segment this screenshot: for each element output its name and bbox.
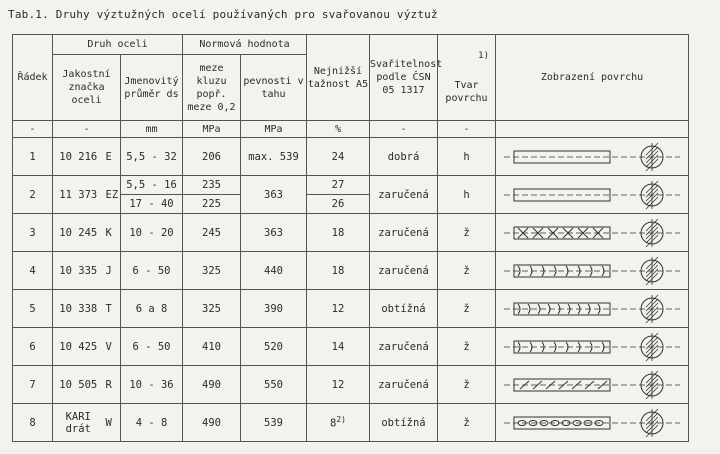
table-title: Tab.1. Druhy výztužných ocelí používaných pro svařovanou výztuž bbox=[8, 8, 438, 21]
yield-1: 235 bbox=[202, 179, 221, 191]
bar-drawing bbox=[496, 176, 689, 214]
diameter bbox=[121, 176, 183, 214]
elongation-1: 27 bbox=[331, 179, 345, 191]
weldability: obtížná bbox=[370, 290, 438, 328]
grade-letter: K bbox=[104, 214, 121, 252]
tensile-strength: 363 bbox=[241, 176, 307, 214]
grade-code: KARI drát bbox=[53, 404, 104, 442]
tensile-strength: 440 bbox=[241, 252, 307, 290]
weldability: dobrá bbox=[370, 138, 438, 176]
yield-strength: 325 bbox=[183, 252, 241, 290]
tensile-strength: 539 bbox=[241, 404, 307, 442]
diameter: 10 - 36 bbox=[121, 366, 183, 404]
diameter: 6 a 8 bbox=[121, 290, 183, 328]
unit-row: - bbox=[13, 121, 53, 138]
yield-strength: 410 bbox=[183, 328, 241, 366]
diameter-range-2: 17 - 40 bbox=[121, 194, 182, 213]
rebar-illustration bbox=[502, 332, 682, 362]
yield-strength bbox=[183, 176, 241, 214]
unit-grade: - bbox=[53, 121, 121, 138]
surface-shape: ž bbox=[438, 366, 496, 404]
grade-letter: V bbox=[104, 328, 121, 366]
bar-drawing bbox=[496, 214, 689, 252]
table-row bbox=[13, 252, 689, 290]
surface-shape: ž bbox=[438, 290, 496, 328]
grade-code: 10 338 bbox=[53, 290, 104, 328]
surface-shape: ž bbox=[438, 404, 496, 442]
grade-letter: J bbox=[104, 252, 121, 290]
header-surface-shape bbox=[438, 35, 496, 121]
grade-letter: E bbox=[104, 138, 121, 176]
yield-2: 225 bbox=[183, 194, 240, 213]
header-surface-drawing: Zobrazení povrchu bbox=[496, 35, 689, 121]
bar-drawing bbox=[496, 290, 689, 328]
grade-code: 10 216 bbox=[53, 138, 104, 176]
elongation: 14 bbox=[307, 328, 370, 366]
table-row bbox=[13, 366, 689, 404]
grade-code: 11 373 bbox=[53, 176, 104, 214]
rebar-illustration bbox=[502, 408, 682, 438]
elongation-note: 2) bbox=[336, 415, 346, 425]
surface-shape: ž bbox=[438, 252, 496, 290]
row-number: 2 bbox=[13, 176, 53, 214]
yield-strength: 490 bbox=[183, 366, 241, 404]
table-row bbox=[13, 290, 689, 328]
weldability: zaručená bbox=[370, 214, 438, 252]
row-number: 7 bbox=[13, 366, 53, 404]
weldability: zaručená bbox=[370, 328, 438, 366]
row-number: 1 bbox=[13, 138, 53, 176]
rebar-illustration bbox=[502, 218, 682, 248]
tensile-strength: 390 bbox=[241, 290, 307, 328]
header-tensile: pevnosti v tahu bbox=[241, 55, 307, 121]
header-elongation: Nejnižší tažnost A5 bbox=[307, 35, 370, 121]
surface-shape-note: 1) bbox=[478, 51, 489, 61]
rebar-illustration bbox=[502, 256, 682, 286]
bar-drawing bbox=[496, 328, 689, 366]
elongation bbox=[307, 176, 370, 214]
diameter: 5,5 - 32 bbox=[121, 138, 183, 176]
grade-letter: W bbox=[104, 404, 121, 442]
tensile-strength: max. 539 bbox=[241, 138, 307, 176]
header-steel-kind: Druh oceli bbox=[53, 35, 183, 55]
rebar-illustration bbox=[502, 370, 682, 400]
header-row-number: Řádek bbox=[13, 35, 53, 121]
yield-strength: 490 bbox=[183, 404, 241, 442]
rebar-illustration bbox=[502, 142, 682, 172]
surface-shape: h bbox=[438, 176, 496, 214]
row-number: 5 bbox=[13, 290, 53, 328]
grade-code: 10 505 bbox=[53, 366, 104, 404]
tensile-strength: 520 bbox=[241, 328, 307, 366]
rebar-illustration bbox=[502, 180, 682, 210]
table-row bbox=[13, 214, 689, 252]
weldability: zaručená bbox=[370, 366, 438, 404]
table-row bbox=[13, 176, 689, 214]
unit-shape: - bbox=[438, 121, 496, 138]
row-number: 3 bbox=[13, 214, 53, 252]
grade-code: 10 245 bbox=[53, 214, 104, 252]
diameter: 10 - 20 bbox=[121, 214, 183, 252]
elongation-2: 26 bbox=[307, 194, 369, 213]
table-row bbox=[13, 404, 689, 442]
tensile-strength: 363 bbox=[241, 214, 307, 252]
unit-diameter: mm bbox=[121, 121, 183, 138]
grade-letter: R bbox=[104, 366, 121, 404]
yield-strength: 206 bbox=[183, 138, 241, 176]
grade-letter: EZ bbox=[104, 176, 121, 214]
elongation bbox=[307, 404, 370, 442]
rebar-rib bbox=[538, 304, 540, 314]
elongation: 18 bbox=[307, 214, 370, 252]
elongation: 12 bbox=[307, 366, 370, 404]
grade-code: 10 425 bbox=[53, 328, 104, 366]
rebar-illustration bbox=[502, 294, 682, 324]
diameter-range-1: 5,5 - 16 bbox=[126, 179, 177, 191]
unit-tensile: MPa bbox=[241, 121, 307, 138]
unit-drawing bbox=[496, 121, 689, 138]
tensile-strength: 550 bbox=[241, 366, 307, 404]
header-quality-mark: Jakostní značka oceli bbox=[53, 55, 121, 121]
surface-shape-label: Tvar povrchu bbox=[445, 80, 488, 104]
elongation: 24 bbox=[307, 138, 370, 176]
bar-drawing bbox=[496, 138, 689, 176]
row-number: 8 bbox=[13, 404, 53, 442]
elongation: 18 bbox=[307, 252, 370, 290]
grade-letter: T bbox=[104, 290, 121, 328]
header-nominal-diameter: Jmenovitý průměr ds bbox=[121, 55, 183, 121]
weldability: zaručená bbox=[370, 176, 438, 214]
bar-drawing bbox=[496, 366, 689, 404]
row-number: 6 bbox=[13, 328, 53, 366]
unit-weld: - bbox=[370, 121, 438, 138]
weldability: obtížná bbox=[370, 404, 438, 442]
unit-yield: MPa bbox=[183, 121, 241, 138]
table-row bbox=[13, 138, 689, 176]
header-yield: meze kluzu popř. meze 0,2 bbox=[183, 55, 241, 121]
bar-drawing bbox=[496, 404, 689, 442]
surface-shape: ž bbox=[438, 328, 496, 366]
steel-table bbox=[12, 34, 689, 442]
yield-strength: 245 bbox=[183, 214, 241, 252]
weldability: zaručená bbox=[370, 252, 438, 290]
row-number: 4 bbox=[13, 252, 53, 290]
elongation: 12 bbox=[307, 290, 370, 328]
bar-drawing bbox=[496, 252, 689, 290]
header-normative: Normová hodnota bbox=[183, 35, 307, 55]
diameter: 4 - 8 bbox=[121, 404, 183, 442]
rebar-rib bbox=[528, 304, 530, 314]
grade-code: 10 335 bbox=[53, 252, 104, 290]
surface-shape: ž bbox=[438, 214, 496, 252]
elongation-value: 8 bbox=[330, 417, 337, 430]
header-weldability: Svařitelnost podle ČSN 05 1317 bbox=[370, 35, 438, 121]
yield-strength: 325 bbox=[183, 290, 241, 328]
surface-shape: h bbox=[438, 138, 496, 176]
table-row bbox=[13, 328, 689, 366]
diameter: 6 - 50 bbox=[121, 328, 183, 366]
unit-elongation: % bbox=[307, 121, 370, 138]
diameter: 6 - 50 bbox=[121, 252, 183, 290]
